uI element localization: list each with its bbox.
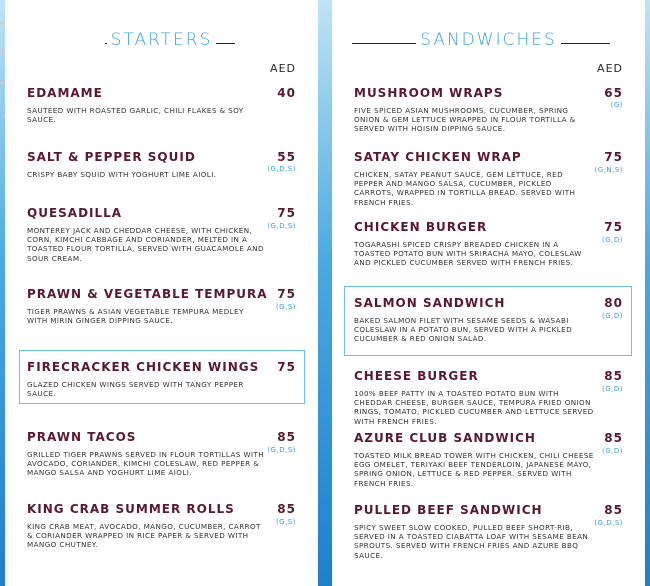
allergen-tag: (G,D,S)	[267, 165, 296, 173]
item-price: 85	[604, 369, 623, 383]
allergen-tag: (G,D,S)	[267, 446, 296, 454]
menu-item	[27, 206, 296, 263]
item-name: AZURE CLUB SANDWICH	[354, 431, 536, 445]
item-description: GRILLED TIGER PRAWNS SERVED IN FLOUR TORTILLAS WITH AVOCADO, CORIANDER, KIMCHI COLESLAW, RED PEPPER & MANGO SALSA AND YOGHURT LIME AIOLI.	[27, 450, 265, 478]
item-price: 65	[604, 86, 623, 100]
item-name: KING CRAB SUMMER ROLLS	[27, 502, 235, 516]
item-price: 85	[277, 502, 296, 516]
item-name: MUSHROOM WRAPS	[354, 86, 504, 100]
section-title: SANDWICHES	[332, 30, 645, 50]
allergen-tag: (G,D)	[601, 312, 623, 320]
allergen-tag: (G)	[610, 101, 623, 109]
allergen-tag: (G,D,S)	[267, 222, 296, 230]
item-description: 100% BEEF PATTY IN A TOASTED POTATO BUN WITH CHEDDAR CHEESE, BURGER SAUCE, TEMPURA FRIED ONION RINGS, TOMATO, PICKLED CUCUMBER AND LETTUCE SERVED WITH FRENCH FRIES.	[354, 389, 594, 426]
item-description: SPICY SWEET SLOW COOKED, PULLED BEEF SHORT-RIB, SERVED IN A TOASTED CIABATTA LOAF WITH SESAME BEAN SPROUTS. SERVED WITH FRENCH FRIES AND AZURE BBQ SAUCE.	[354, 523, 589, 560]
item-name: QUESADILLA	[27, 206, 123, 220]
currency-label: AED	[270, 62, 296, 75]
menu-item	[27, 86, 296, 124]
currency-label: AED	[597, 62, 623, 75]
menu-item	[354, 503, 623, 560]
allergen-tag: (G,D)	[601, 236, 623, 244]
item-name: FIRECRACKER CHICKEN WINGS	[27, 360, 260, 374]
item-description: GLAZED CHICKEN WINGS SERVED WITH TANGY PEPPER SAUCE.	[27, 380, 244, 399]
item-name: SALMON SANDWICH	[354, 296, 506, 310]
menu-item	[27, 150, 296, 179]
menu-item	[27, 287, 296, 325]
item-description: TIGER PRAWNS & ASIAN VEGETABLE TEMPURA MEDLEY WITH MIRIN GINGER DIPPING SAUCE.	[27, 307, 244, 326]
item-name: CHICKEN BURGER	[354, 220, 488, 234]
item-price: 85	[604, 503, 623, 517]
menu-item	[27, 430, 296, 478]
menu-item	[354, 369, 623, 426]
item-name: EDAMAME	[27, 86, 103, 100]
item-price: 75	[277, 360, 296, 374]
starters-page	[5, 0, 318, 586]
allergen-tag: (G,D)	[601, 447, 623, 455]
menu-item	[354, 431, 623, 488]
item-price: 85	[277, 430, 296, 444]
item-name: PULLED BEEF SANDWICH	[354, 503, 543, 517]
sandwiches-page	[332, 0, 645, 586]
item-price: 75	[277, 287, 296, 301]
allergen-tag: (G,N,S)	[594, 166, 623, 174]
menu-item	[354, 220, 623, 268]
item-price: 75	[277, 206, 296, 220]
item-price: 40	[277, 86, 296, 100]
item-description: FIVE SPICED ASIAN MUSHROOMS, CUCUMBER, SPRING ONION & GEM LETTUCE WRAPPED IN FLOUR TORTILLA & SERVED WITH HOISIN DIPPING SAUCE.	[354, 106, 576, 134]
item-price: 55	[277, 150, 296, 164]
allergen-tag: (G,S)	[275, 518, 296, 526]
item-description: KING CRAB MEAT, AVOCADO, MANGO, CUCUMBER, CARROT & CORIANDER WRAPPED IN RICE PAPER & SERVED WITH MANGO CHUTNEY.	[27, 522, 261, 550]
item-price: 75	[604, 150, 623, 164]
menu-item	[354, 150, 623, 207]
allergen-tag: (G,S)	[275, 303, 296, 311]
item-price: 85	[604, 431, 623, 445]
item-description: CRISPY BABY SQUID WITH YOGHURT LIME AIOLI.	[27, 170, 217, 179]
item-description: SAUTÉED WITH ROASTED GARLIC, CHILI FLAKES & SOY SAUCE.	[27, 106, 244, 125]
item-name: PRAWN TACOS	[27, 430, 137, 444]
allergen-tag: (G,D,S)	[594, 519, 623, 527]
menu-item	[354, 296, 623, 344]
item-description: CHICKEN, SATAY PEANUT SAUCE, GEM LETTUCE, RED PEPPER AND MANGO SALSA, CUCUMBER, PICKLED CARROTS, WRAPPED IN TORTILLA BREAD. SERVED WITH FRENCH FRIES.	[354, 170, 576, 207]
item-name: CHEESE BURGER	[354, 369, 479, 383]
menu-item	[27, 360, 296, 398]
section-title: STARTERS	[5, 30, 318, 50]
item-price: 75	[604, 220, 623, 234]
item-name: SALT & PEPPER SQUID	[27, 150, 196, 164]
item-description: TOASTED MILK BREAD TOWER WITH CHICKEN, CHILI CHEESE EGG OMELET, TERIYAKI BEEF TENDERLOIN, JAPANESE MAYO, SPRING ONION, LETTUCE & RED PEPPER. SERVED WITH FRENCH FRIES.	[354, 451, 594, 488]
item-price: 80	[604, 296, 623, 310]
item-description: BAKED SALMON FILET WITH SESAME SEEDS & WASABI COLESLAW IN A POTATO BUN, SERVED WITH A PICKLED CUCUMBER & RED ONION SALAD.	[354, 316, 573, 344]
allergen-tag: (G,D)	[601, 385, 623, 393]
menu-item	[27, 502, 296, 550]
item-name: PRAWN & VEGETABLE TEMPURA	[27, 287, 268, 301]
item-description: TOGARASHI SPICED CRISPY BREADED CHICKEN IN A TOASTED POTATO BUN WITH SRIRACHA MAYO, COLESLAW AND PICKLED CUCUMBER SERVED WITH FRENCH FRIES.	[354, 240, 582, 268]
item-description: MONTEREY JACK AND CHEDDAR CHEESE, WITH CHICKEN, CORN, KIMCHI CABBAGE AND CORIANDER, MELTED IN A TOASTED FLOUR TORTILLA, SERVED WITH GUACAMOLE AND SOUR CREAM.	[27, 226, 264, 263]
item-name: SATAY CHICKEN WRAP	[354, 150, 522, 164]
menu-item	[354, 86, 623, 134]
